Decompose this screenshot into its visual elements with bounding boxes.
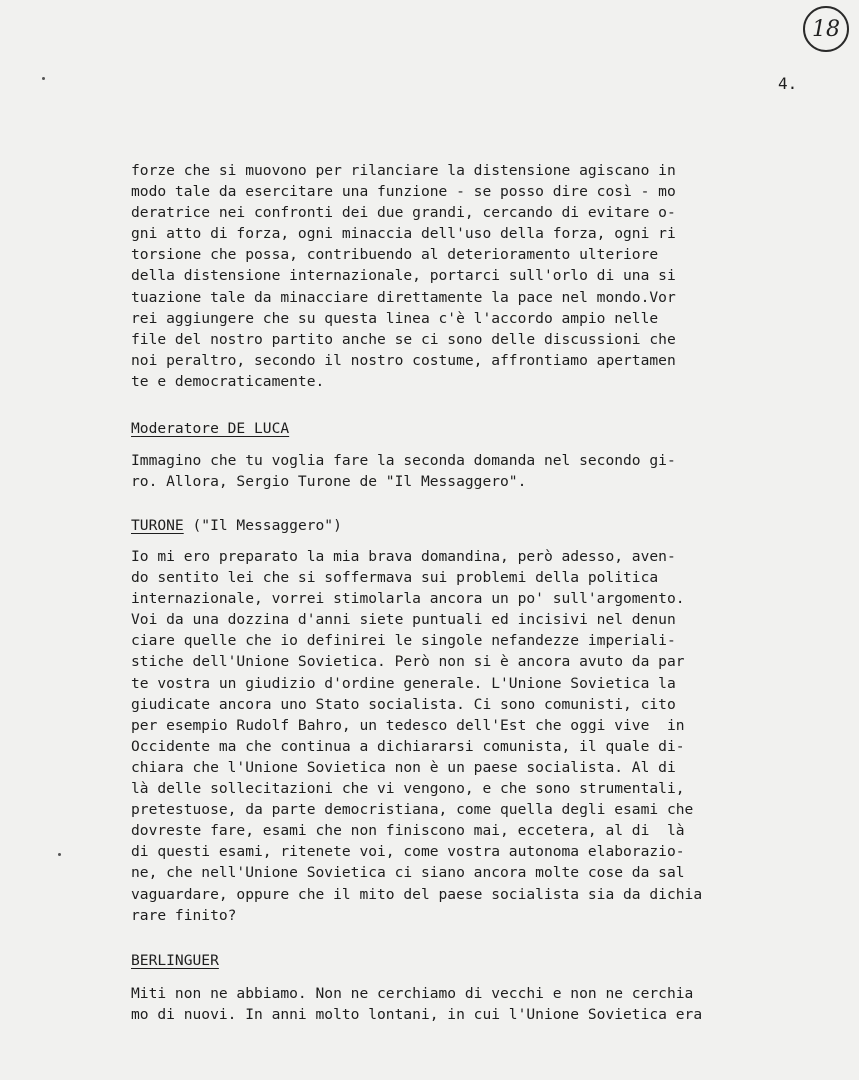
text-line: stiche dell'Unione Sovietica. Però non si è ancora avuto da par — [131, 653, 685, 671]
paragraph-berlinguer-answer — [131, 983, 821, 1025]
text-line: Immagino che tu voglia fare la seconda domanda nel secondo gi- — [131, 452, 676, 469]
paragraph-berlinguer-answer-continued — [131, 160, 821, 392]
text-line: dovreste fare, esami che non finiscono mai, eccetera, al di là — [131, 822, 685, 840]
text-line: pretestuose, da parte democristiana, come quella degli esami che — [131, 801, 694, 819]
text-line: te e democraticamente. — [131, 372, 325, 390]
text-line: là delle sollecitazioni che vi vengono, e che sono strumentali, — [131, 780, 685, 798]
text-line: della distensione internazionale, portarci sull'orlo di una si — [131, 267, 676, 285]
text-line: te vostra un giudizio d'ordine generale. L'Unione Sovietica la — [131, 674, 676, 692]
speaker-heading-moderator: Moderatore DE LUCA — [131, 420, 290, 437]
text-line: mo di nuovi. In anni molto lontani, in cui l'Unione Sovietica era — [131, 1006, 703, 1024]
scan-speck — [42, 77, 45, 80]
text-line: Miti non ne abbiamo. Non ne cerchiamo di vecchi e non ne cerchia — [131, 985, 694, 1002]
text-line: Voi da una dozzina d'anni siete puntuali ed incisivi nel denun — [131, 611, 676, 629]
speaker-affiliation: ("Il Messaggero") — [183, 517, 342, 534]
text-line: vaguardare, oppure che il mito del paese socialista sia da dichia — [131, 885, 703, 903]
speaker-heading-berlinguer: BERLINGUER — [131, 952, 219, 969]
text-line: forze che si muovono per rilanciare la distensione agiscano in — [131, 162, 676, 179]
text-line: giudicate ancora uno Stato socialista. Ci sono comunisti, cito — [131, 695, 676, 713]
text-line: ciare quelle che io definirei le singole nefandezze imperiali- — [131, 632, 676, 650]
text-line: chiara che l'Unione Sovietica non è un paese socialista. Al di — [131, 758, 676, 776]
text-line: internazionale, vorrei stimolarla ancora un po' sull'argomento. — [131, 590, 685, 608]
text-line: rare finito? — [131, 906, 237, 924]
text-line: rei aggiungere che su questa linea c'è l'accordo ampio nelle — [131, 309, 659, 327]
speaker-name: TURONE — [131, 517, 184, 534]
page-number: 4. — [778, 74, 798, 93]
paragraph-moderator — [131, 450, 821, 492]
text-line: torsione che possa, contribuendo al deterioramento ulteriore — [131, 246, 659, 264]
text-line: Occidente ma che continua a dichiararsi comunista, il quale di- — [131, 737, 685, 755]
text-line: noi peraltro, secondo il nostro costume, affrontiamo apertamen — [131, 351, 676, 369]
text-line: ne, che nell'Unione Sovietica ci siano ancora molte cose da sal — [131, 864, 685, 882]
paragraph-turone-question — [131, 546, 821, 926]
text-line: per esempio Rudolf Bahro, un tedesco dell'Est che oggi vive in — [131, 716, 685, 734]
text-line: ro. Allora, Sergio Turone de "Il Messaggero". — [131, 473, 527, 491]
archive-stamp: 18 — [803, 6, 849, 52]
text-line: deratrice nei confronti dei due grandi, cercando di evitare o- — [131, 204, 676, 222]
text-line: file del nostro partito anche se ci sono delle discussioni che — [131, 330, 676, 348]
text-line: gni atto di forza, ogni minaccia dell'uso della forza, ogni ri — [131, 225, 676, 243]
speaker-heading-turone — [131, 515, 342, 536]
scan-speck — [58, 853, 61, 856]
text-line: di questi esami, ritenete voi, come vostra autonoma elaborazio- — [131, 843, 685, 861]
text-line: modo tale da esercitare una funzione - se posso dire così - mo — [131, 183, 676, 201]
text-line: Io mi ero preparato la mia brava domandina, però adesso, aven- — [131, 548, 676, 565]
text-line: do sentito lei che si soffermava sui problemi della politica — [131, 569, 659, 587]
text-line: tuazione tale da minacciare direttamente la pace nel mondo.Vor — [131, 288, 676, 306]
